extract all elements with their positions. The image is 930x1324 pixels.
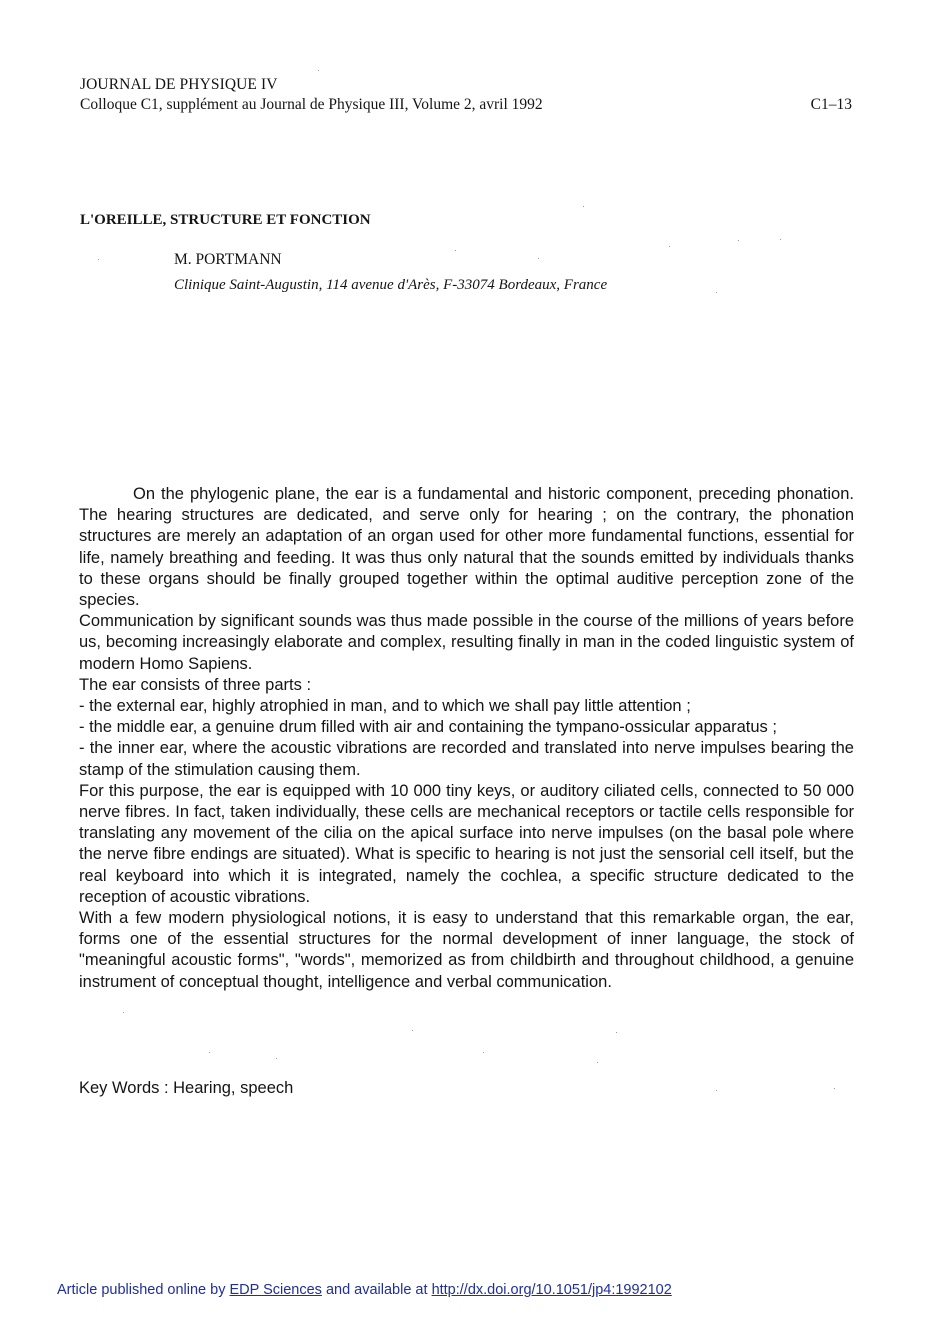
article-title: L'OREILLE, STRUCTURE ET FONCTION [80,212,371,228]
keywords: Key Words : Hearing, speech [79,1079,294,1097]
scan-speck [209,1052,210,1053]
article-body [79,484,854,993]
author-affiliation: Clinique Saint-Augustin, 114 avenue d'Arès, F-33074 Bordeaux, France [174,277,608,293]
list-item: - the middle ear, a genuine drum filled with air and containing the tympano-ossicular apparatus ; [79,718,777,737]
body-paragraph: On the phylogenic plane, the ear is a fundamental and historic component, preceding phonation. The hearing structures are dedicated, and serve only for hearing ; on the contrary, the phonation structures are merely an adaptation of an organ used for other more fundamental functions, essential for life, namely breathing and feeding. It was thus only natural that the sounds emitted by individuals thanks to these organs should be finally grouped together within the optimal auditive perception zone of the species. [79,485,854,610]
scan-speck [780,239,781,240]
body-paragraph: With a few modern physiological notions, it is easy to understand that this remarkable organ, the ear, forms one of the essential structures for the normal development of inner language, the stock of "meaningful acoustic forms", "words", memorized as from childbirth and throughout childhood, a genuine instrument of conceptual thought, intelligence and verbal communication. [79,909,854,991]
scan-speck [276,1058,277,1059]
scan-speck [318,70,319,71]
scan-speck [583,206,584,207]
list-item: - the external ear, highly atrophied in man, and to which we shall pay little attention ; [79,697,691,716]
scan-speck [455,250,456,251]
scan-speck [834,1088,835,1089]
scan-speck [616,1032,617,1033]
journal-name: JOURNAL DE PHYSIQUE IV [80,76,278,93]
body-paragraph: The ear consists of three parts : [79,675,312,694]
colloque-line: Colloque C1, supplément au Journal de Physique III, Volume 2, avril 1992 [80,96,543,113]
publisher-link[interactable]: EDP Sciences [229,1282,322,1298]
footer-prefix: Article published online by [57,1282,230,1298]
scan-speck [597,1062,598,1063]
doi-link[interactable]: http://dx.doi.org/10.1051/jp4:1992102 [431,1282,672,1298]
scan-speck [716,1090,717,1091]
scan-speck [538,258,539,259]
scan-speck [98,259,99,260]
scan-speck [123,1012,124,1013]
scan-speck [716,292,717,293]
author-name: M. PORTMANN [174,251,282,268]
scan-speck [738,240,739,241]
footer-middle: and available at [321,1282,432,1298]
page-number: C1–13 [810,96,852,113]
publication-footer [57,1282,672,1298]
list-item: - the inner ear, where the acoustic vibrations are recorded and translated into nerve impulses bearing the stamp of the stimulation causing them. [79,739,854,779]
body-paragraph: For this purpose, the ear is equipped with 10 000 tiny keys, or auditory ciliated cells, connected to 50 000 nerve fibres. In fact, taken individually, these cells are mechanical receptors or tactile cells responsible for translating any movement of the cilia on the apical surface into nerve impulses (on the basal pole where the nerve fibre endings are situated). What is specific to hearing is not just the sensorial cell itself, but the real keyboard into which it is integrated, namely the cochlea, a specific structure dedicated to the reception of acoustic vibrations. [79,781,854,906]
scan-speck [669,246,670,247]
scan-speck [483,1052,484,1053]
body-paragraph: Communication by significant sounds was thus made possible in the course of the millions of years before us, becoming increasingly elaborate and complex, resulting finally in man in the coded linguistic system of modern Homo Sapiens. [79,612,854,673]
scan-speck [412,1030,413,1031]
